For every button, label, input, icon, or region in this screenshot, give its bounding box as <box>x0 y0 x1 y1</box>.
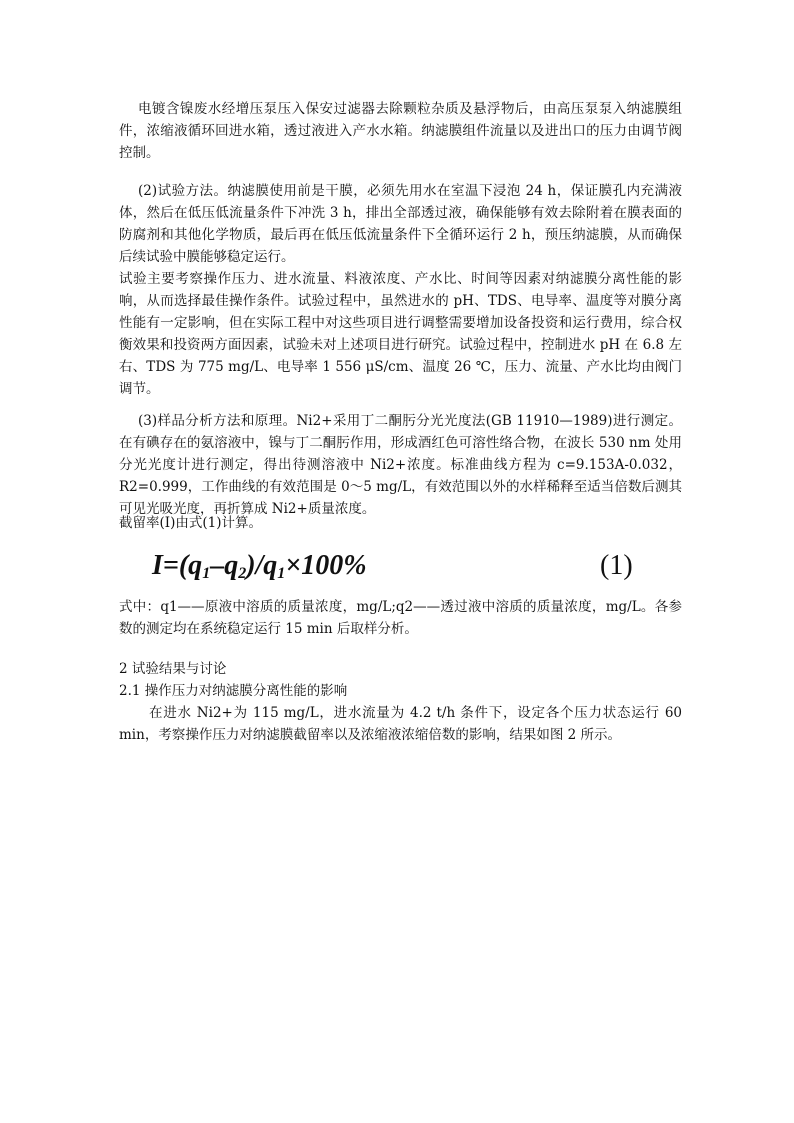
formula-expression: $I=(q_1-q_2)/q_1\times 100\%$ <box>152 550 367 582</box>
section-heading: 2 试验结果与讨论 <box>119 661 227 677</box>
paragraph-process-description: 电镀含镍废水经增压泵压入保安过滤器去除颗粒杂质及悬浮物后，由高压泵泵入纳滤膜组件，浓缩液循环回进水箱，透过液进入产水水箱。纳滤膜组件流量以及进出口的压力由调节阀控制。 <box>119 101 682 161</box>
paragraph-formula-legend: 式中：q1——原液中溶质的质量浓度，mg/L;q2——透过液中溶质的质量浓度，mg/L。各参数的测定均在系统稳定运行 15 min 后取样分析。 <box>119 599 682 637</box>
formula-number: (1) <box>600 550 633 581</box>
subsection-heading: 2.1 操作压力对纳滤膜分离性能的影响 <box>119 683 348 699</box>
paragraph-test-method: (2)试验方法。纳滤膜使用前是干膜，必须先用水在室温下浸泡 24 h，保证膜孔内充满液体，然后在低压低流量条件下冲洗 3 h，排出全部透过液，确保能够有效去除附着在膜表面的防腐剂和其他化学物质，最后再在低压低流量条件下全循环运行 2 h，预压纳滤膜，从而确保后续试验中膜能够稳定运行。 <box>119 183 682 265</box>
paragraph-test-conditions: 试验主要考察操作压力、进水流量、料液浓度、产水比、时间等因素对纳滤膜分离性能的影响，从而选择最佳操作条件。试验过程中，虽然进水的 pH、TDS、电导率、温度等对膜分离性能有一定影响，但在实际工程中对这些项目进行调整需要增加设备投资和运行费用，综合权衡效果和投资两方面因素，试验未对上述项目进行研究。试验过程中，控制进水 pH 在 6.8 左右、TDS 为 775 mg/L、电导率 1 556 μS/cm、温度 26 ℃，压力、流量、产水比均由阀门调节。 <box>119 271 682 397</box>
paragraph-rejection-rate-intro: 截留率(I)由式(1)计算。 <box>119 515 262 531</box>
paragraph-sample-analysis: (3)样品分析方法和原理。Ni2+采用丁二酮肟分光光度法(GB 11910—1989)进行测定。在有碘存在的氨溶液中，镍与丁二酮肟作用，形成酒红色可溶性络合物，在波长 530 nm 处用分光光度计进行测定，得出待测溶液中 Ni2+浓度。标准曲线方程为 c=9.153A-0.032，R2=0.999，工作曲线的有效范围是 0～5 mg/L，有效范围以外的水样稀释至适当倍数后测其可见光吸光度，再折算成 Ni2+质量浓度。 <box>119 413 682 517</box>
rejection-rate-formula <box>152 546 652 586</box>
paragraph-pressure-effect: 在进水 Ni2+为 115 mg/L，进水流量为 4.2 t/h 条件下，设定各个压力状态运行 60 min，考察操作压力对纳滤膜截留率以及浓缩液浓缩倍数的影响，结果如图 2 所示。 <box>119 705 682 743</box>
